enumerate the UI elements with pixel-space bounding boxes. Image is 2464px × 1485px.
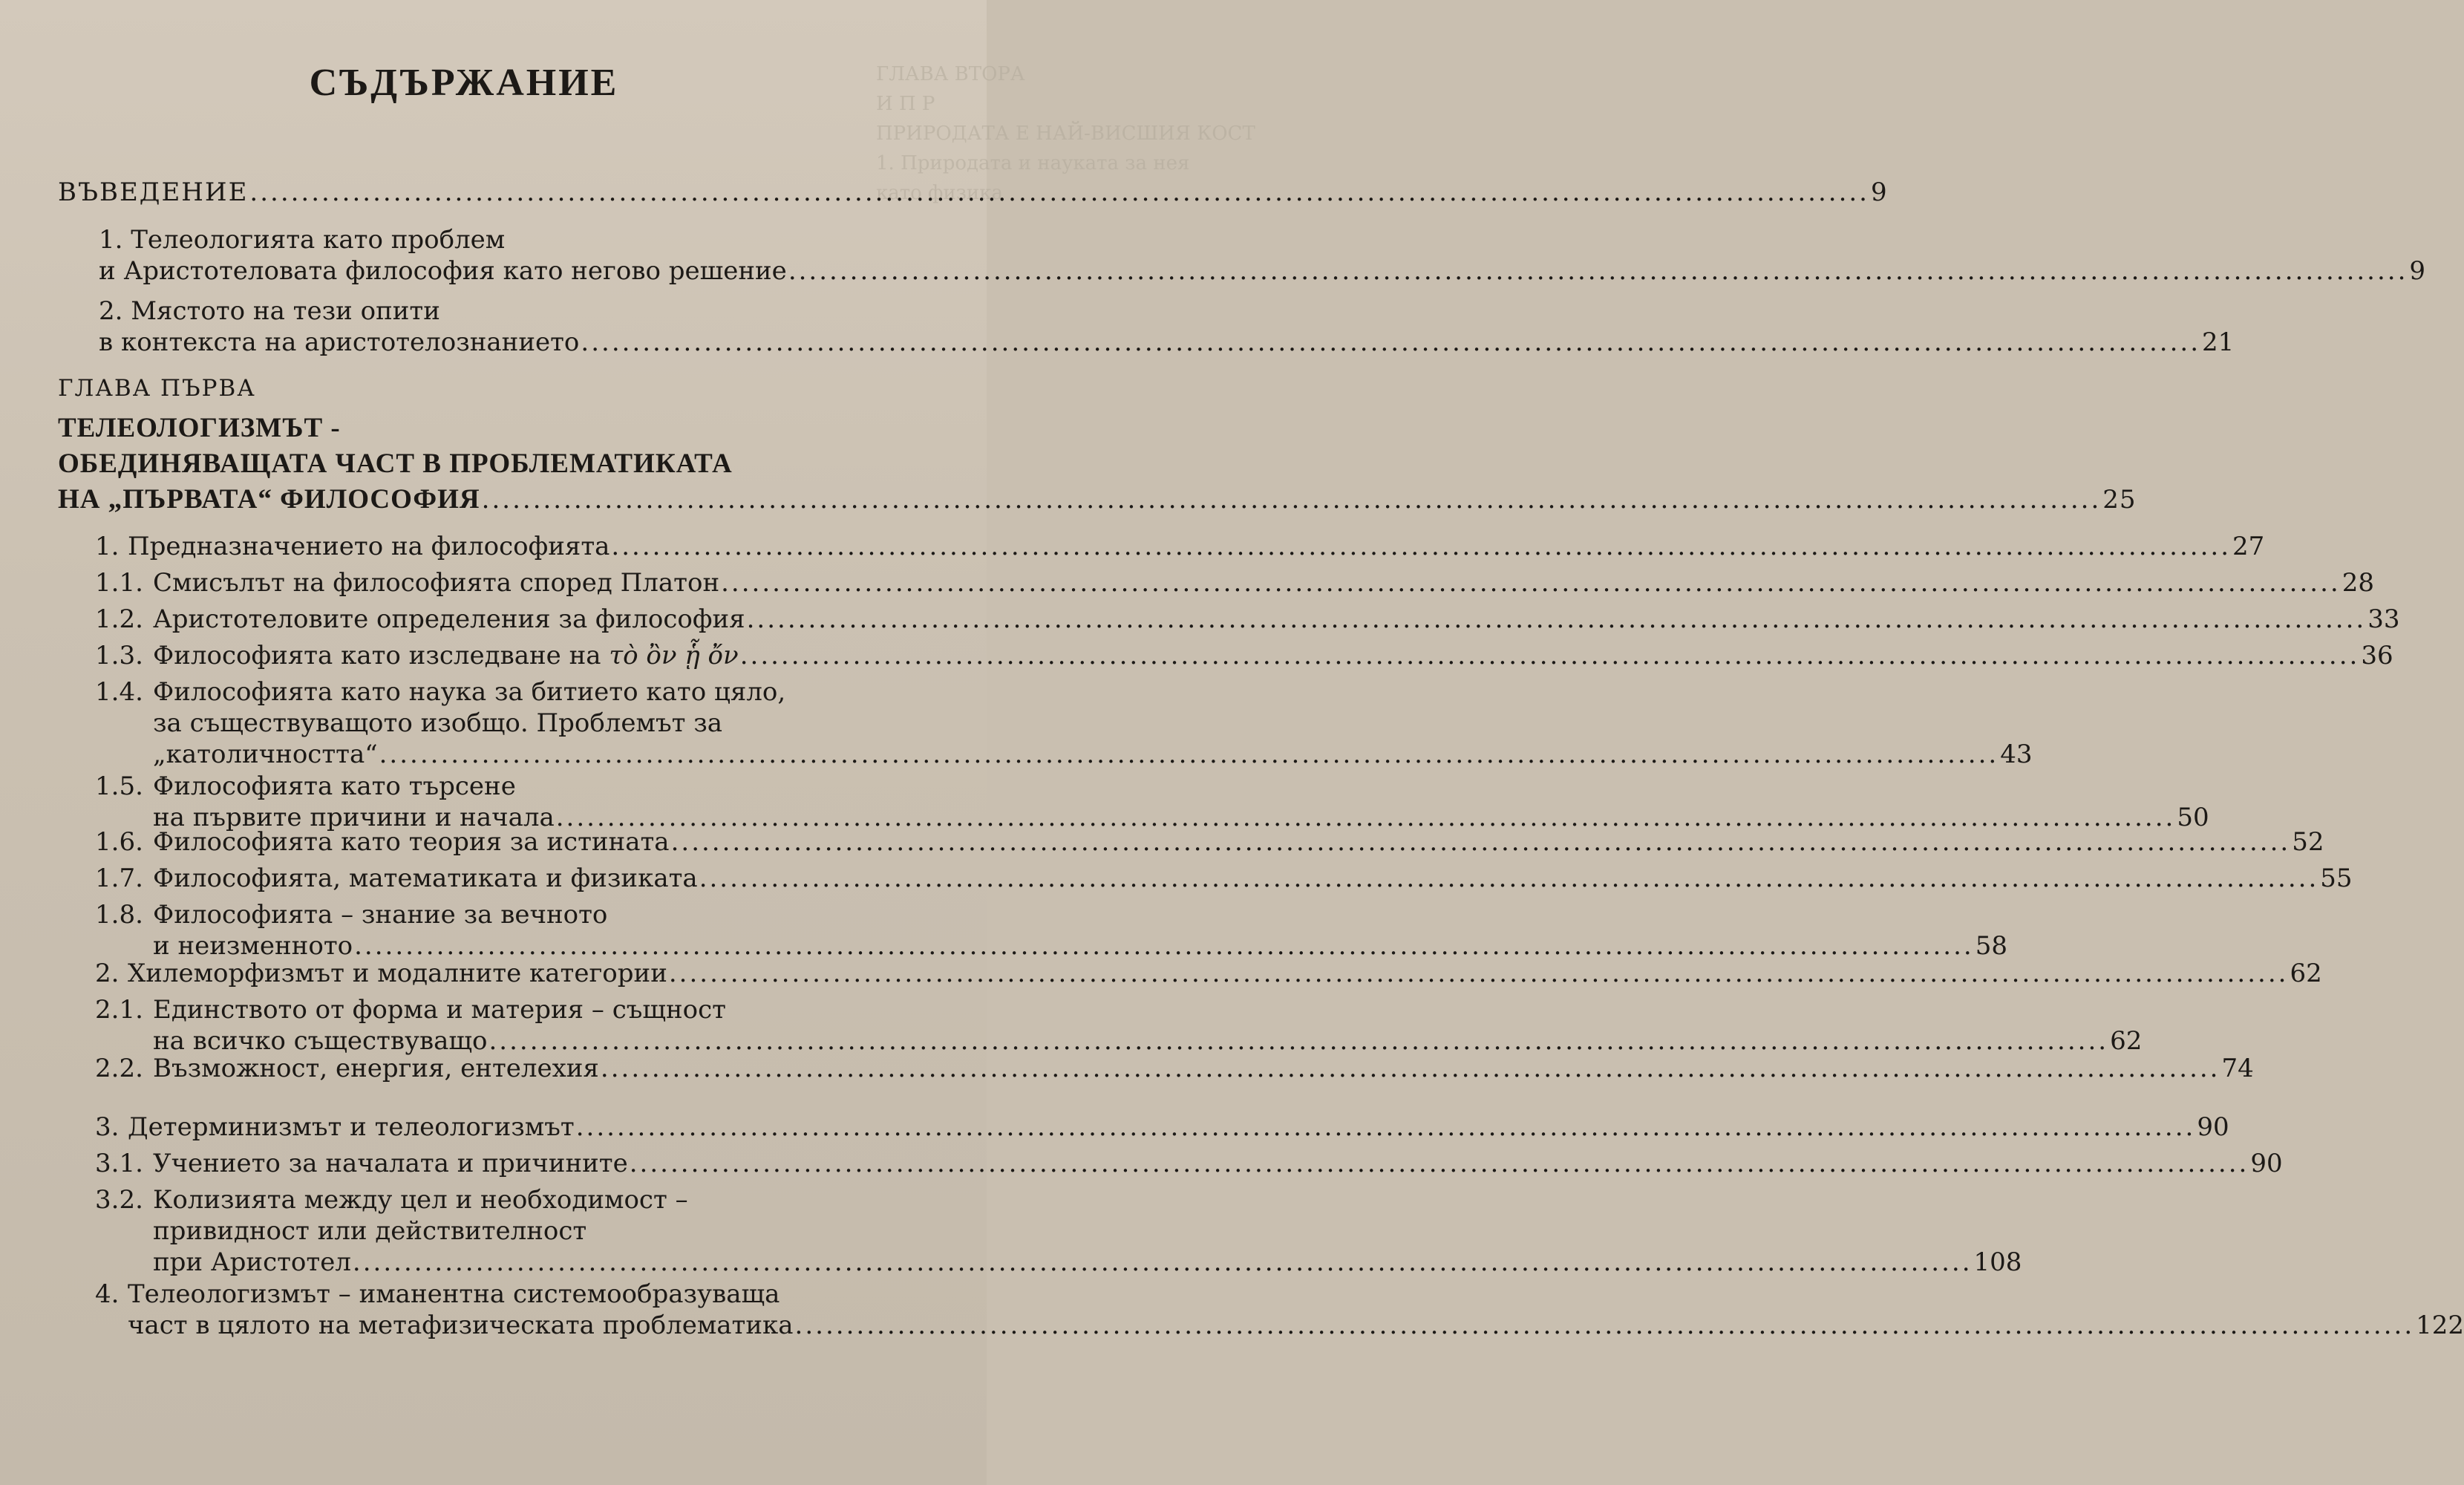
toc-entry-text: привидност или действителност <box>153 1216 587 1246</box>
toc-entry-text: Философията като теория за истината <box>153 827 670 857</box>
chapter-title-line: ОБЕДИНЯВАЩАТА ЧАСТ В ПРОБЛЕМАТИКАТА <box>58 448 733 479</box>
toc-entry-text: в контекста на аристотелознанието <box>99 327 580 357</box>
toc-entry-number: 1.7. <box>95 864 143 893</box>
toc-entry[interactable] <box>95 1279 2464 1341</box>
leader-dots <box>740 640 2360 671</box>
leader-dots <box>611 531 2231 562</box>
page-number: 55 <box>2320 864 2353 893</box>
chapter-title[interactable] <box>58 411 2137 518</box>
page-number: 58 <box>1975 931 2007 961</box>
toc-entry-number: 1.5. <box>95 771 143 801</box>
leader-dots <box>482 482 2102 518</box>
page-title: СЪДЪРЖАНИЕ <box>309 62 619 104</box>
toc-entry-text: Телеологизмът – иманентна системообразуваща <box>128 1279 780 1309</box>
toc-entry-text: Хилеморфизмът и модалните категории <box>128 959 667 988</box>
toc-entry-text: Философията като търсене <box>153 771 516 801</box>
page-number: 90 <box>2197 1112 2229 1142</box>
page-number: 122 <box>2416 1311 2464 1340</box>
leader-dots <box>354 930 1974 962</box>
page-number: 62 <box>2110 1026 2143 1056</box>
toc-entry[interactable] <box>95 567 2374 598</box>
toc-entry-number: 3.1. <box>95 1149 143 1178</box>
leader-dots <box>699 863 2319 894</box>
leader-dots <box>747 604 2367 635</box>
toc-entry-text: Учението за началата и причините <box>153 1149 628 1178</box>
toc-entry-text: и Аристотеловата философия като негово решение <box>99 256 787 286</box>
toc-entry[interactable] <box>95 958 2322 989</box>
page-number: 74 <box>2221 1054 2254 1083</box>
toc-entry[interactable] <box>95 1112 2229 1143</box>
page-number: 52 <box>2292 827 2324 857</box>
toc-entry-intro-1[interactable] <box>99 224 2426 287</box>
leader-dots <box>576 1112 2196 1143</box>
toc-entry-number: 1.1. <box>95 568 143 598</box>
toc-entry-intro-2[interactable] <box>99 296 2235 358</box>
toc-entry-text: Единството от форма и материя – същност <box>153 995 726 1025</box>
toc-entry[interactable] <box>95 771 2209 833</box>
page-number: 28 <box>2342 568 2374 598</box>
leader-dots <box>353 1247 1973 1278</box>
chapter-title-line: ТЕЛЕОЛОГИЗМЪТ - <box>58 413 341 443</box>
toc-entry-heading: ВЪВЕДЕНИЕ <box>58 177 249 207</box>
toc-entry-text: на всичко съществуващо <box>153 1026 488 1056</box>
page-number: 90 <box>2250 1149 2283 1178</box>
greek-phrase: τὸ ὂν ᾗ ὄν <box>601 641 739 670</box>
toc-entry-number: 1.8. <box>95 900 143 930</box>
toc-entry[interactable] <box>95 676 2033 770</box>
leader-dots <box>795 1310 2415 1341</box>
page-number: 9 <box>1871 177 1887 207</box>
leader-dots <box>249 177 1869 208</box>
toc-entry-text: Аристотеловите определения за философия <box>153 604 745 634</box>
toc-entry-text: Философията, математиката и физиката <box>153 864 698 893</box>
page-number: 9 <box>2409 256 2426 286</box>
page-number: 27 <box>2232 532 2265 561</box>
page-number: 108 <box>1973 1247 2022 1277</box>
page-number: 50 <box>2177 803 2209 832</box>
page-number: 43 <box>2000 740 2033 769</box>
toc-entry-text: Детерминизмът и телеологизмът <box>128 1112 575 1142</box>
toc-entry-number: 1.2. <box>95 604 143 634</box>
toc-entry[interactable] <box>95 994 2143 1057</box>
toc-entry-text: на първите причини и начала <box>153 803 555 832</box>
toc-entry[interactable] <box>95 531 2265 562</box>
leader-dots <box>581 327 2200 358</box>
page-number: 36 <box>2361 641 2393 670</box>
toc-entry-introduction[interactable] <box>58 177 1887 208</box>
toc-entry[interactable] <box>95 899 2007 962</box>
toc-entry-text: Колизията между цел и необходимост – <box>153 1185 688 1215</box>
toc-entry-text: част в цялото на метафизическата проблематика <box>128 1311 794 1340</box>
toc-entry-text: 2. Мястото на тези опити <box>99 296 440 326</box>
toc-entry-number: 3. <box>95 1112 120 1142</box>
leader-dots <box>630 1148 2249 1179</box>
toc-entry[interactable] <box>95 604 2400 635</box>
leader-dots <box>488 1025 2108 1057</box>
toc-entry[interactable] <box>95 1148 2283 1179</box>
leader-dots <box>721 567 2341 598</box>
page-number: 33 <box>2367 604 2400 634</box>
toc-entry-text: Философията като изследване на <box>153 641 601 670</box>
toc-entry-number: 4. <box>95 1279 120 1309</box>
leader-dots <box>379 739 1999 770</box>
toc-entry-text: при Аристотел <box>153 1247 351 1277</box>
toc-entry-text: Смисълът на философията според Платон <box>153 568 720 598</box>
chapter-label: ГЛАВА ПЪРВА <box>58 375 256 402</box>
toc-entry-number: 2. <box>95 959 120 988</box>
toc-entry-number: 1.3. <box>95 641 143 670</box>
toc-entry[interactable] <box>95 1184 2022 1278</box>
toc-entry-text: за съществуващото изобщо. Проблемът за <box>153 708 723 738</box>
toc-entry-text: и неизменното <box>153 931 353 961</box>
leader-dots <box>671 826 2291 858</box>
page-number: 21 <box>2202 327 2235 357</box>
toc-entry-text: Предназначението на философията <box>128 532 610 561</box>
toc-entry-number: 2.1. <box>95 995 143 1025</box>
chapter-title-line: НА „ПЪРВАТА“ ФИЛОСОФИЯ <box>58 484 480 515</box>
toc-entry-text: 1. Телеологията като проблем <box>99 225 506 255</box>
page-number: 25 <box>2102 485 2137 515</box>
toc-entry-text: Философията – знание за вечното <box>153 900 608 930</box>
toc-entry-text: Философията като наука за битието като цяло, <box>153 677 786 707</box>
toc-entry[interactable] <box>95 640 2393 671</box>
page-number: 62 <box>2290 959 2322 988</box>
toc-entry-number: 1. <box>95 532 120 561</box>
toc-entry-number: 1.4. <box>95 677 143 707</box>
leader-dots <box>788 255 2408 287</box>
toc-entry[interactable] <box>95 826 2324 858</box>
toc-entry[interactable] <box>95 863 2353 894</box>
toc-entry-number: 3.2. <box>95 1185 143 1215</box>
leader-dots <box>601 1053 2220 1084</box>
toc-entry-text: „католичността“ <box>153 740 378 769</box>
toc-entry-number: 1.6. <box>95 827 143 857</box>
toc-entry[interactable] <box>95 1053 2254 1084</box>
toc-entry-number: 2.2. <box>95 1054 143 1083</box>
toc-entry-text: Възможност, енергия, ентелехия <box>153 1054 599 1083</box>
leader-dots <box>669 958 2289 989</box>
bleed-through-text: ГЛАВА ВТОРА И П Р ПРИРОДАТА Е НАЙ-ВИСШИЯ КОСТ 1. Природата и науката за нея като физика <box>876 63 1255 204</box>
